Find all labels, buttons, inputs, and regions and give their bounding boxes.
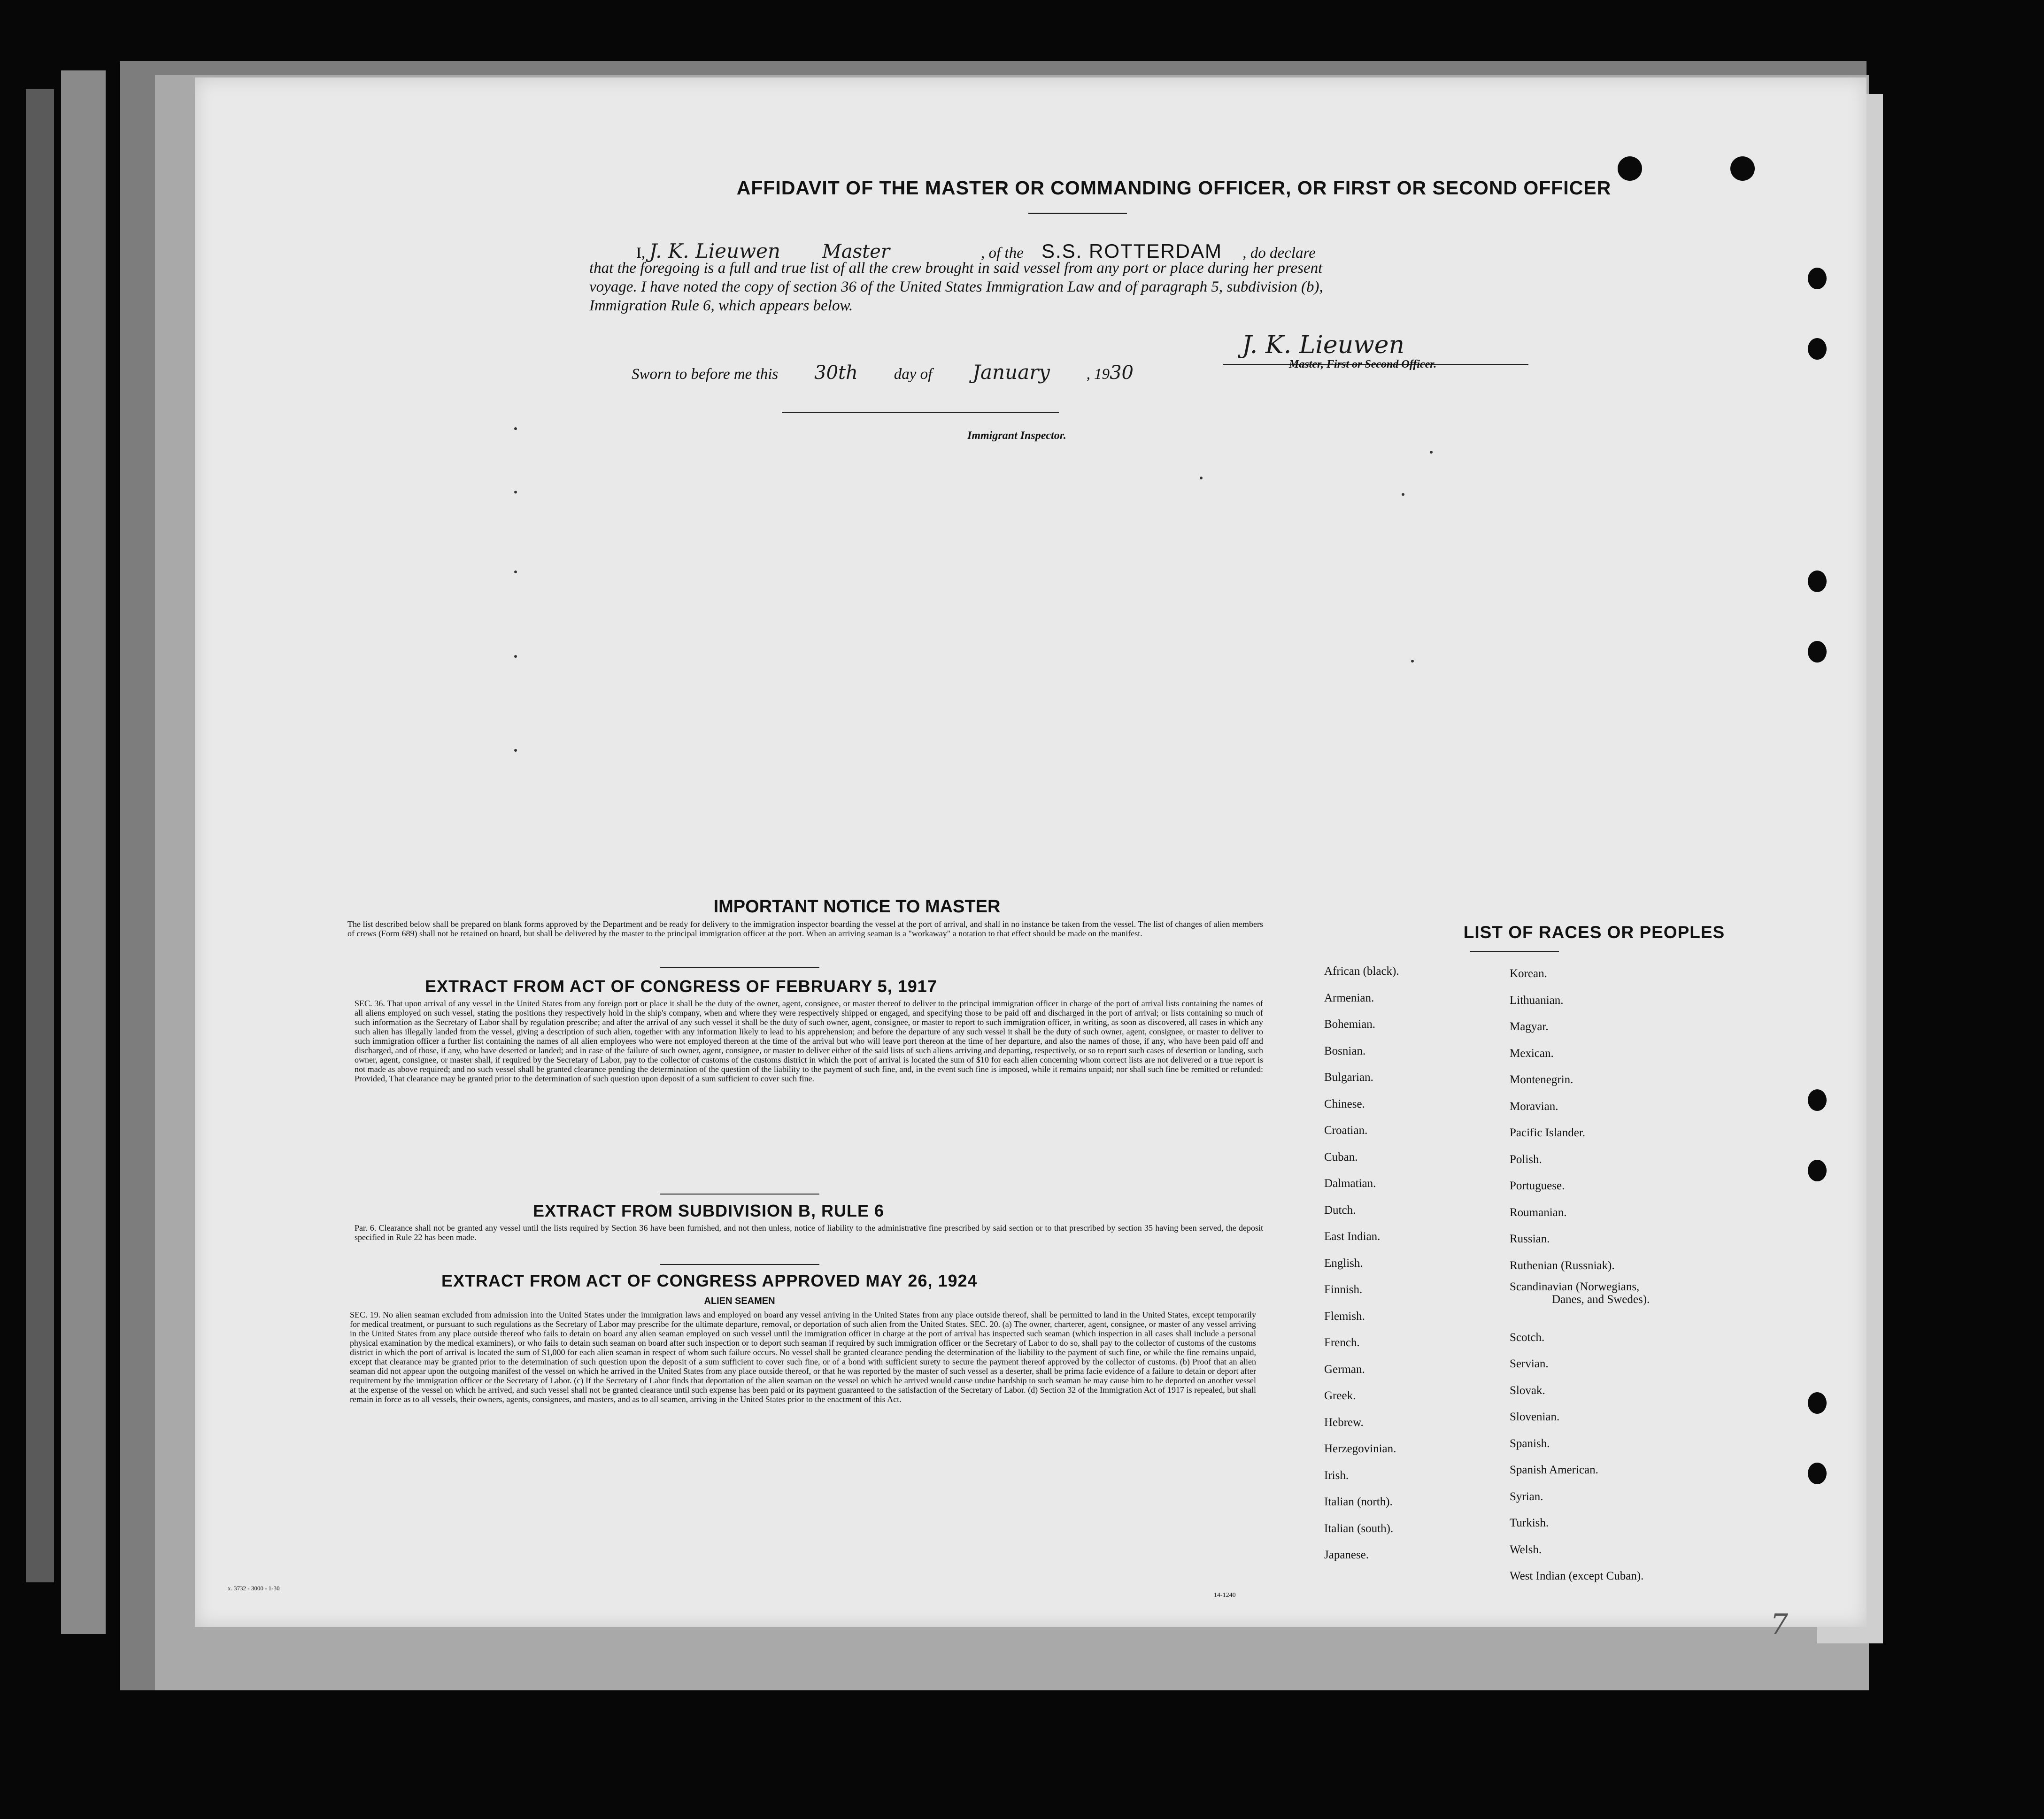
left-page-edge bbox=[61, 70, 106, 1634]
punch-hole bbox=[1730, 156, 1755, 181]
race-item: Spanish. bbox=[1510, 1437, 1550, 1450]
sworn-line bbox=[632, 361, 1134, 384]
race-item: Spanish American. bbox=[1510, 1464, 1598, 1476]
race-item: Herzegovinian. bbox=[1324, 1442, 1396, 1455]
race-item: Hebrew. bbox=[1324, 1416, 1364, 1429]
race-item: Moravian. bbox=[1510, 1100, 1558, 1113]
race-item: Ruthenian (Russniak). bbox=[1510, 1259, 1615, 1272]
extract-1917-body: SEC. 36. That upon arrival of any vessel in the United States from any foreign port or place it shall be the duty of the owner, agent, consignee, or master thereof to deliver to the principal immigration officer in charge of the port of arrival lists containing the names of all aliens employed on such vessel, stating the positions they respectively hold in the ship's company, when and where they were respectively shipped or engaged, and specifying those to be paid off and discharged in the port of arrival; or lists containing so much of such information as the Secretary of Labor shall by regulation prescribe; and after the arrival of any such vessel it shall be the duty of such owner, agent, consignee, or master to report to such immigration officer, in writing, as soon as discovered, all cases in which any such alien has illegally landed from the vessel, giving a description of such alien, together with any information likely to lead to his apprehension; and before the departure of any such vessel it shall be the duty of such owner, agent, consignee, or master to deliver to such immigration officer a further list containing the names of all alien employees who were not employed thereon at the time of the arrival but who will leave port thereon at the time of her departure, and also the names of those, if any, who have been paid off and discharged, and of those, if any, who have deserted or landed; and in case of the failure of such owner, agent, consignee, or master to deliver either of the said lists of such aliens arriving and departing, respectively, or so to report such cases of desertion or landing, such owner, agent, consignee, or master shall, if required by the Secretary of Labor, pay to the collector of customs of the customs district in which the port of arrival is located the sum of $10 for each alien concerning whom correct lists are not delivered or a true report is not made as above required; and no such vessel shall be granted clearance pending the determination of the question of the liability to the payment of such fine, and, in the event such fine is imposed, while it remains unpaid; nor shall such fine be remitted or refunded: Provided, That clearance may be granted prior to the determination of such question upon deposit of a sum sufficient to cover such fine. bbox=[355, 999, 1263, 1083]
race-item: Slovak. bbox=[1510, 1384, 1545, 1397]
race-item: Bohemian. bbox=[1324, 1018, 1376, 1031]
punch-hole bbox=[1808, 570, 1827, 592]
extract-1924-body: SEC. 19. No alien seaman excluded from admission into the United States under the immigration laws and employed on board any vessel arriving in the United States from any place outside thereof, shall be permitted to land in the United States, except temporarily for medical treatment, or pursuant to such regulations as the Secretary of Labor may prescribe for the ultimate departure, removal, or deportation of such alien from the United States. SEC. 20. (a) The owner, charterer, agent, consignee, or master of any vessel arriving in the United States from any place outside thereof who fails to detain on board any alien seaman employed on such vessel until the immigration officer in charge at the port of arrival has inspected such seaman (which inspection in all cases shall include a personal physical examination by the medical examiners), or who fails to detain such seaman on board after such inspection or to deport such seaman if required by such immigration officer or the Secretary of Labor to do so, shall pay to the collector of customs of the customs district in which the port of arrival is located the sum of $1,000 for each alien seaman in respect of whom such failure occurs. No vessel shall be granted clearance pending the determination of the liability to the payment of such fine, or while the fine remains unpaid, except that clearance may be granted prior to the determination of such question upon the deposit of a sum sufficient to cover such fine, or of a bond with sufficient surety to secure the payment thereof approved by the collector of customs. (b) Proof that an alien seaman did not appear upon the outgoing manifest of the vessel on which he arrived in the United States from any place outside thereof, or that he was reported by the master of such vessel as a deserter, shall be prima facie evidence of a failure to detain or deport after requirement by the immigration officer or the Secretary of Labor. (c) If the Secretary of Labor finds that deportation of the alien seaman on the vessel on which he arrived would cause undue hardship to such seaman he may cause him to be deported on another vessel at the expense of the vessel on which he arrived, and such vessel shall not be granted clearance until such expense has been paid or its payment guaranteed to the satisfaction of the Secretary of Labor. (d) Section 32 of the Immigration Act of 1917 is repealed, but shall remain in force as to all vessels, their owners, agents, consignees, and masters, and as to all seamen, arriving in the United States prior to the enactment of this Act. bbox=[350, 1310, 1256, 1404]
race-item: Montenegrin. bbox=[1510, 1073, 1573, 1086]
extract-rule6-body: Par. 6. Clearance shall not be granted any vessel until the lists required by Section 36 have been furnished, and not then unless, notice of liability to the administrative fine prescribed by said section or to that prescribed by section 35 having been served, the deposit specified in Rule 22 has been made. bbox=[355, 1223, 1263, 1242]
stray-mark bbox=[1430, 451, 1433, 454]
declare-text: , do declare bbox=[1242, 245, 1316, 262]
race-item: Polish. bbox=[1510, 1153, 1542, 1166]
race-item: African (black). bbox=[1324, 965, 1399, 978]
stray-mark bbox=[1402, 493, 1404, 496]
divider bbox=[660, 1194, 819, 1195]
stray-mark bbox=[1411, 660, 1414, 663]
officer-rank: Master bbox=[822, 241, 890, 262]
punch-hole bbox=[1808, 1463, 1827, 1484]
race-item: Turkish. bbox=[1510, 1517, 1549, 1529]
race-item: Magyar. bbox=[1510, 1020, 1549, 1033]
race-item: Bosnian. bbox=[1324, 1044, 1366, 1057]
race-item: Portuguese. bbox=[1510, 1179, 1565, 1192]
race-item: Flemish. bbox=[1324, 1310, 1365, 1323]
race-item: Italian (north). bbox=[1324, 1495, 1393, 1508]
day-of-text: day of bbox=[894, 366, 933, 383]
race-item: Japanese. bbox=[1324, 1549, 1369, 1561]
race-item: Scandinavian (Norwegians, bbox=[1510, 1280, 1640, 1293]
officer-name: J. K. Lieuwen bbox=[649, 239, 780, 262]
race-item: West Indian (except Cuban). bbox=[1510, 1570, 1644, 1582]
page-number-mark: 7 bbox=[1770, 1608, 1789, 1641]
races-underline bbox=[1470, 951, 1559, 952]
document-page bbox=[195, 77, 1867, 1641]
sworn-prefix: Sworn to before me this bbox=[632, 366, 779, 383]
stray-mark bbox=[1200, 477, 1203, 479]
extract-1924-title: EXTRACT FROM ACT OF CONGRESS APPROVED MAY 26, 1924 bbox=[441, 1271, 978, 1290]
form-number: 14-1240 bbox=[1214, 1592, 1236, 1599]
races-title: LIST OF RACES OR PEOPLES bbox=[1463, 923, 1725, 942]
race-item: Roumanian. bbox=[1510, 1206, 1567, 1219]
race-item: Slovenian. bbox=[1510, 1410, 1560, 1423]
race-item: Danes, and Swedes). bbox=[1552, 1293, 1650, 1306]
race-item: Welsh. bbox=[1510, 1543, 1542, 1556]
race-item: Mexican. bbox=[1510, 1047, 1554, 1060]
vessel-name: S.S. ROTTERDAM bbox=[1041, 240, 1223, 262]
race-item: Bulgarian. bbox=[1324, 1071, 1373, 1084]
punch-hole bbox=[1808, 338, 1827, 360]
inspector-caption: Immigrant Inspector. bbox=[967, 430, 1066, 442]
notice-title: IMPORTANT NOTICE TO MASTER bbox=[713, 897, 1001, 917]
sworn-year: 30 bbox=[1110, 362, 1134, 384]
inspector-signature-line bbox=[782, 412, 1059, 413]
race-item: Chinese. bbox=[1324, 1097, 1365, 1110]
year-prefix: , 19 bbox=[1086, 366, 1110, 383]
affidavit-line-4: Immigration Rule 6, which appears below. bbox=[589, 297, 853, 314]
race-item: Irish. bbox=[1324, 1469, 1349, 1482]
race-item: Syrian. bbox=[1510, 1490, 1543, 1503]
race-item: Scotch. bbox=[1510, 1331, 1545, 1344]
race-item: Russian. bbox=[1510, 1233, 1550, 1245]
stray-mark bbox=[514, 491, 517, 493]
extract-1917-title: EXTRACT FROM ACT OF CONGRESS OF FEBRUARY 5, 1917 bbox=[425, 977, 937, 996]
signature-caption: Master, First or Second Officer. bbox=[1289, 358, 1437, 370]
race-item: French. bbox=[1324, 1336, 1360, 1349]
extract-rule6-title: EXTRACT FROM SUBDIVISION B, RULE 6 bbox=[533, 1201, 885, 1220]
punch-hole bbox=[1808, 1392, 1827, 1414]
sworn-month: January bbox=[972, 361, 1050, 384]
stray-mark bbox=[514, 655, 517, 658]
divider bbox=[660, 967, 819, 968]
race-item: Cuban. bbox=[1324, 1150, 1358, 1164]
race-item: English. bbox=[1324, 1256, 1363, 1270]
race-item: Dutch. bbox=[1324, 1203, 1356, 1217]
race-item: Finnish. bbox=[1324, 1283, 1363, 1296]
punch-hole bbox=[1808, 641, 1827, 663]
race-item: Korean. bbox=[1510, 967, 1547, 980]
race-item: German. bbox=[1324, 1363, 1365, 1376]
of-the-text: , of the bbox=[981, 245, 1024, 262]
notice-body: The list described below shall be prepared on blank forms approved by the Department and be ready for delivery to the immigration inspector boarding the vessel at the port of arrival, and shall in no instance be taken from the vessel. The list of changes of alien members of crews (Form 689) shall not be retained on board, but shall be delivered by the master to the principal immigration officer at the port. When an arriving seaman is a "workaway" a notation to that effect should be made on the manifest. bbox=[347, 919, 1263, 938]
print-code: x. 3732 - 3000 - 1-30 bbox=[228, 1585, 280, 1592]
master-signature: J. K. Lieuwen bbox=[1242, 331, 1404, 359]
affidavit-line-2: that the foregoing is a full and true list of all the crew brought in said vessel from any port or place during her present bbox=[589, 260, 1323, 277]
stray-mark bbox=[514, 570, 517, 573]
left-binder-strip bbox=[26, 89, 54, 1582]
race-item: Pacific Islander. bbox=[1510, 1126, 1586, 1139]
affidavit-line-1 bbox=[636, 239, 1316, 262]
stray-mark bbox=[514, 749, 517, 752]
affidavit-line-3: voyage. I have noted the copy of section 36 of the United States Immigration Law and of paragraph 5, subdivision (b), bbox=[589, 278, 1323, 295]
race-item: East Indian. bbox=[1324, 1230, 1381, 1243]
alien-seamen-subtitle: ALIEN SEAMEN bbox=[704, 1296, 775, 1306]
race-item: Servian. bbox=[1510, 1357, 1549, 1370]
declarant-prefix: I, bbox=[636, 245, 646, 262]
race-item: Croatian. bbox=[1324, 1124, 1368, 1137]
punch-hole bbox=[1808, 1089, 1827, 1111]
sworn-day: 30th bbox=[814, 362, 858, 384]
punch-hole bbox=[1808, 268, 1827, 289]
race-item: Dalmatian. bbox=[1324, 1177, 1376, 1190]
title-underline bbox=[1028, 213, 1127, 214]
race-item: Italian (south). bbox=[1324, 1522, 1394, 1535]
punch-hole bbox=[1808, 1160, 1827, 1181]
stray-mark bbox=[514, 427, 517, 430]
affidavit-title: AFFIDAVIT OF THE MASTER OR COMMANDING OFFICER, OR FIRST OR SECOND OFFICER bbox=[736, 177, 1612, 199]
divider bbox=[660, 1264, 819, 1265]
race-item: Lithuanian. bbox=[1510, 994, 1564, 1007]
race-item: Greek. bbox=[1324, 1389, 1356, 1402]
race-item: Armenian. bbox=[1324, 991, 1374, 1004]
